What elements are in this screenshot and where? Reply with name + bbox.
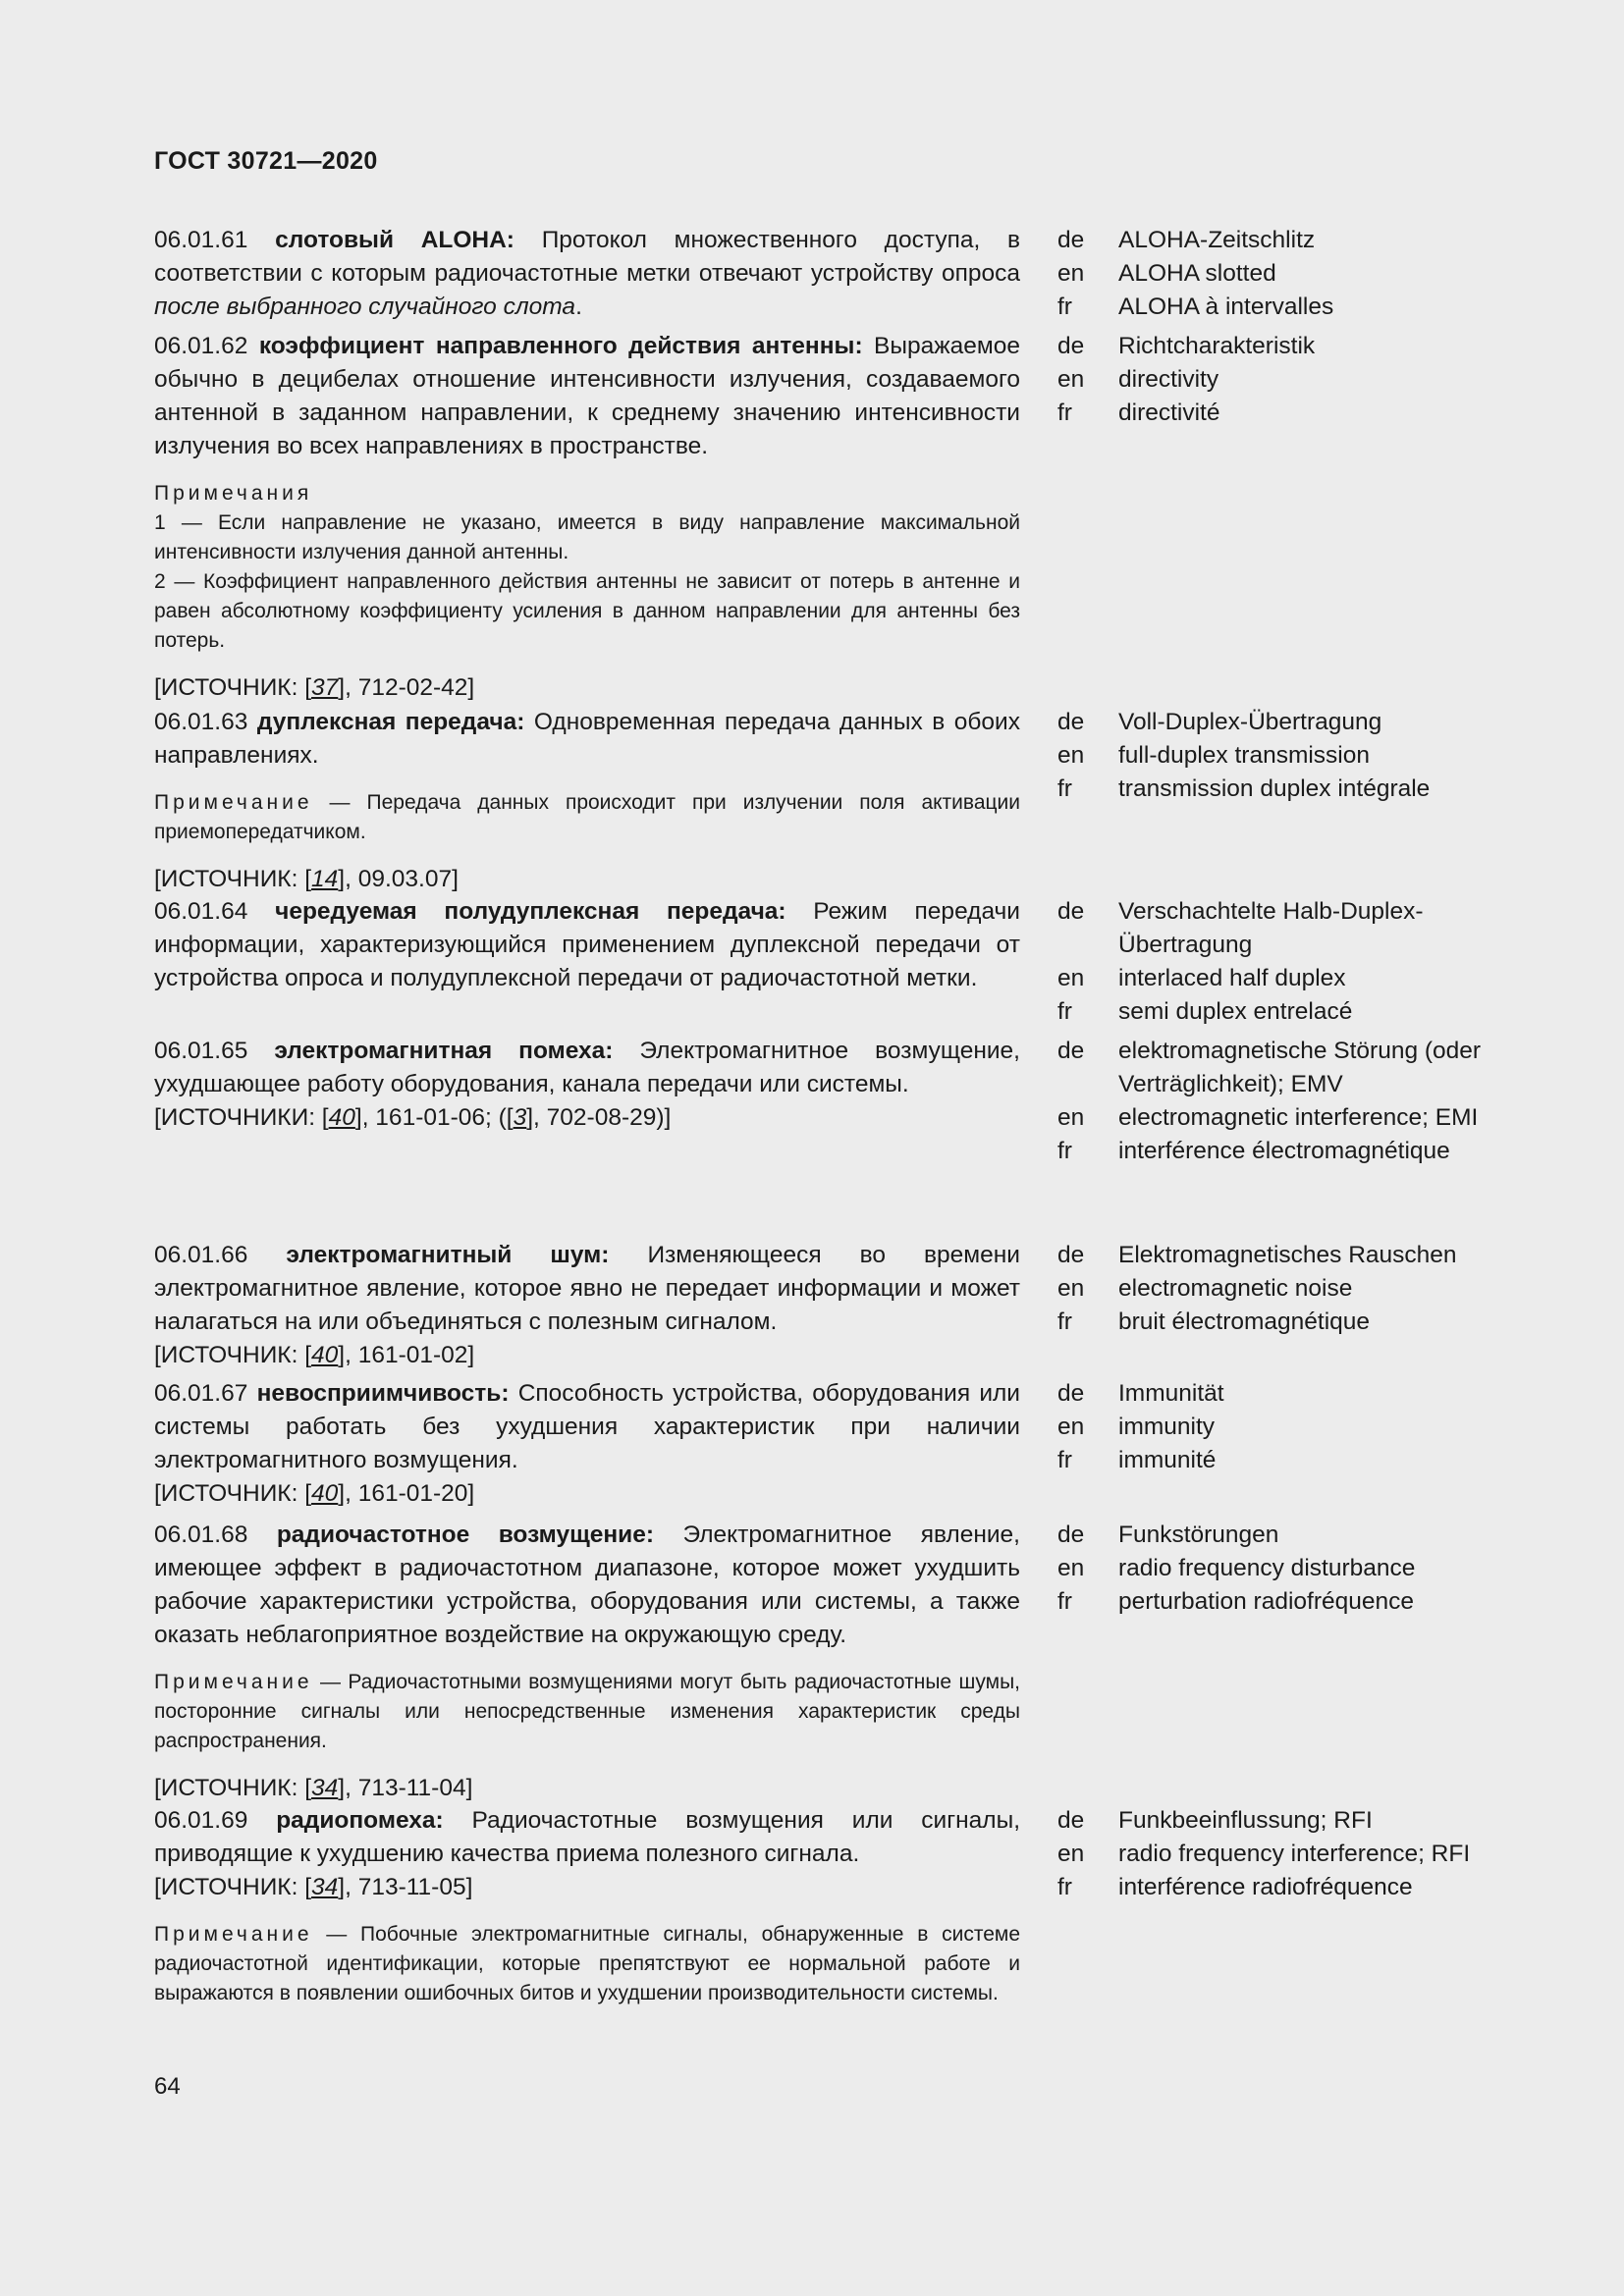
- entry-def: Выражаемое обычно в децибелах отношение интенсивности излучения, создаваемого антенной в заданном направлении, к среднему значению интенсивности излучения во всех направлениях в пространстве.: [154, 333, 1020, 459]
- lang-row-de: de Verschachtelte Halb-Duplex-Übertragung: [1057, 898, 1424, 958]
- note-2: 2 — Коэффициент направленного действия антенны не зависит от потерь в антенне и равен абсолютному коэффициенту усиления в данном направлении для антенны без потерь.: [154, 570, 1020, 652]
- entry-definition: [154, 706, 1020, 896]
- entry-def: Режим передачи информации, характеризующийся применением дуплексной передачи от устройства опроса и полудуплексной передачи от радиочастотной метки.: [154, 898, 1020, 991]
- entry-source: [ИСТОЧНИК: [40], 161-01-20]: [154, 1480, 475, 1507]
- source-ref-link[interactable]: 40: [311, 1480, 339, 1507]
- source-ref-link[interactable]: 34: [311, 1775, 339, 1801]
- language-equivalents: [1057, 895, 1509, 1029]
- lang-row-de: de Richtcharakteristik: [1057, 333, 1316, 359]
- entry-definition: [154, 330, 1020, 705]
- lang-row-de: de Funkbeeinflussung; RFI: [1057, 1807, 1373, 1834]
- entry-term: невосприимчивость:: [256, 1380, 510, 1407]
- entry-number: 06.01.61: [154, 227, 248, 253]
- lang-row-fr: fr directivité: [1057, 400, 1220, 426]
- lang-row-en: en full-duplex transmission: [1057, 742, 1370, 769]
- entry-term: дуплексная передача:: [256, 709, 525, 735]
- lang-row-fr: fr immunité: [1057, 1447, 1217, 1473]
- lang-row-fr: fr bruit électromagnétique: [1057, 1308, 1371, 1335]
- entry-definition: [154, 1035, 1020, 1135]
- source-ref-link[interactable]: 14: [311, 866, 339, 892]
- entry-number: 06.01.69: [154, 1807, 248, 1834]
- entry-def: Протокол множественного доступа, в соответствии с которым радиочастотные метки отвечают устройству опроса: [154, 227, 1021, 287]
- lang-row-fr: fr ALOHA à intervalles: [1057, 294, 1334, 320]
- language-equivalents: [1057, 330, 1509, 430]
- entry-number: 06.01.63: [154, 709, 248, 735]
- language-equivalents: [1057, 1239, 1509, 1339]
- entry-def: Электромагнитное явление, имеющее эффект в радиочастотном диапазоне, которое может ухудшить рабочие характеристики устройства, оборудования или системы, а также оказать неблагоприятное воздействие на окружающую среду.: [154, 1522, 1020, 1648]
- entry-definition: [154, 895, 1020, 995]
- entry-definition: [154, 1519, 1020, 1805]
- entry-def: Одновременная передача данных в обоих направлениях.: [154, 709, 1020, 769]
- source-ref-link[interactable]: 37: [311, 674, 339, 701]
- language-equivalents: [1057, 1804, 1509, 1904]
- lang-row-de: de ALOHA-Zeitschlitz: [1057, 227, 1316, 253]
- language-equivalents: [1057, 1377, 1509, 1477]
- source-ref-link[interactable]: 34: [311, 1874, 339, 1900]
- source-ref-link[interactable]: 40: [311, 1342, 339, 1368]
- lang-row-en: en immunity: [1057, 1414, 1216, 1440]
- note-1: 1 — Если направление не указано, имеется в виду направление максимальной интенсивности излучения данной антенны.: [154, 511, 1020, 563]
- page-number: 64: [154, 2073, 181, 2100]
- lang-row-de: de Immunität: [1057, 1380, 1224, 1407]
- lang-row-en: en ALOHA slotted: [1057, 260, 1276, 287]
- note: Примечание — Передача данных происходит при излучении поля активации приемопередатчиком.: [154, 791, 1020, 843]
- language-equivalents: [1057, 706, 1509, 806]
- lang-row-de: de Voll-Duplex-Übertragung: [1057, 709, 1382, 735]
- entry-source: [ИСТОЧНИК: [34], 713-11-04]: [154, 1775, 473, 1801]
- lang-row-fr: fr transmission duplex intégrale: [1057, 775, 1431, 802]
- source-ref-link[interactable]: 40: [328, 1104, 355, 1131]
- entry-def: Способность устройства, оборудования или системы работать без ухудшения характеристик при наличии электромагнитного возмущения.: [154, 1380, 1020, 1473]
- entry-term: чередуемая полудуплексная передача:: [275, 898, 786, 925]
- lang-row-fr: fr perturbation radiofréquence: [1057, 1588, 1415, 1615]
- entry-number: 06.01.64: [154, 898, 248, 925]
- language-equivalents: [1057, 224, 1509, 324]
- document-header: ГОСТ 30721—2020: [154, 147, 378, 175]
- entry-def-italic: после выбранного случайного слота: [154, 294, 576, 320]
- entry-term: электромагнитная помеха:: [274, 1038, 614, 1064]
- lang-row-fr: fr interférence radiofréquence: [1057, 1874, 1413, 1900]
- entry-def: Изменяющееся во времени электромагнитное явление, которое явно не передает информации и может налагаться на или объединяться с полезным сигналом.: [154, 1242, 1020, 1335]
- lang-row-de: de elektromagnetische Störung (oder Verträglichkeit); EMV: [1057, 1038, 1482, 1097]
- lang-row-en: en radio frequency interference; RFI: [1057, 1841, 1471, 1867]
- lang-row-de: de Funkstörungen: [1057, 1522, 1279, 1548]
- entry-number: 06.01.62: [154, 333, 248, 359]
- entry-term: слотовый ALOHA:: [275, 227, 514, 253]
- entry-source: [ИСТОЧНИК: [40], 161-01-02]: [154, 1342, 475, 1368]
- entry-number: 06.01.68: [154, 1522, 248, 1548]
- entry-term: коэффициент направленного действия антенны:: [258, 333, 863, 359]
- entry-def: Радиочастотные возмущения или сигналы, приводящие к ухудшению качества приема полезного сигнала.: [154, 1807, 1020, 1867]
- source-ref-link[interactable]: 3: [513, 1104, 527, 1131]
- entry-source: [ИСТОЧНИК: [14], 09.03.07]: [154, 866, 459, 892]
- entry-definition: 06.01.61 слотовый ALOHA: Протокол множественного доступа, в соответствии с которым радиочастотные метки отвечают устройству опроса после выбранного случайного слота.: [154, 227, 1021, 320]
- entry-definition: [154, 1377, 1020, 1511]
- language-equivalents: [1057, 1035, 1509, 1168]
- note: Примечание — Побочные электромагнитные сигналы, обнаруженные в системе радиочастотной идентификации, которые препятствуют ее нормальной работе и выражаются в появлении ошибочных битов и ухудшении производительности системы.: [154, 1923, 1020, 2004]
- entry-definition: [154, 1804, 1020, 2008]
- entry-number: 06.01.65: [154, 1038, 248, 1064]
- notes-label: Примечания: [154, 482, 313, 505]
- lang-row-en: en electromagnetic noise: [1057, 1275, 1353, 1302]
- entry-definition: [154, 1239, 1020, 1372]
- lang-row-de: de Elektromagnetisches Rauschen: [1057, 1242, 1457, 1268]
- entry-term: радиопомеха:: [276, 1807, 444, 1834]
- entry-def: Электромагнитное возмущение, ухудшающее работу оборудования, канала передачи или системы.: [154, 1038, 1020, 1097]
- entry-source: [ИСТОЧНИКИ: [40], 161-01-06; ([3], 702-08-29)]: [154, 1104, 672, 1131]
- language-equivalents: [1057, 1519, 1509, 1619]
- lang-row-fr: fr interférence électromagnétique: [1057, 1138, 1450, 1164]
- entry-source: [ИСТОЧНИК: [37], 712-02-42]: [154, 674, 475, 701]
- lang-row-en: en radio frequency disturbance: [1057, 1555, 1416, 1581]
- entry-source: [ИСТОЧНИК: [34], 713-11-05]: [154, 1874, 473, 1900]
- entry-number: 06.01.67: [154, 1380, 248, 1407]
- entry-term: электромагнитный шум:: [286, 1242, 610, 1268]
- entry-term: радиочастотное возмущение:: [276, 1522, 655, 1548]
- entry-number: 06.01.66: [154, 1242, 248, 1268]
- note: Примечание — Радиочастотными возмущениями могут быть радиочастотные шумы, посторонние сигналы или непосредственные изменения характеристик среды распространения.: [154, 1671, 1020, 1752]
- lang-row-en: en interlaced half duplex: [1057, 965, 1346, 991]
- lang-row-fr: fr semi duplex entrelacé: [1057, 998, 1353, 1025]
- lang-row-en: en electromagnetic interference; EMI: [1057, 1104, 1479, 1131]
- lang-row-en: en directivity: [1057, 366, 1219, 393]
